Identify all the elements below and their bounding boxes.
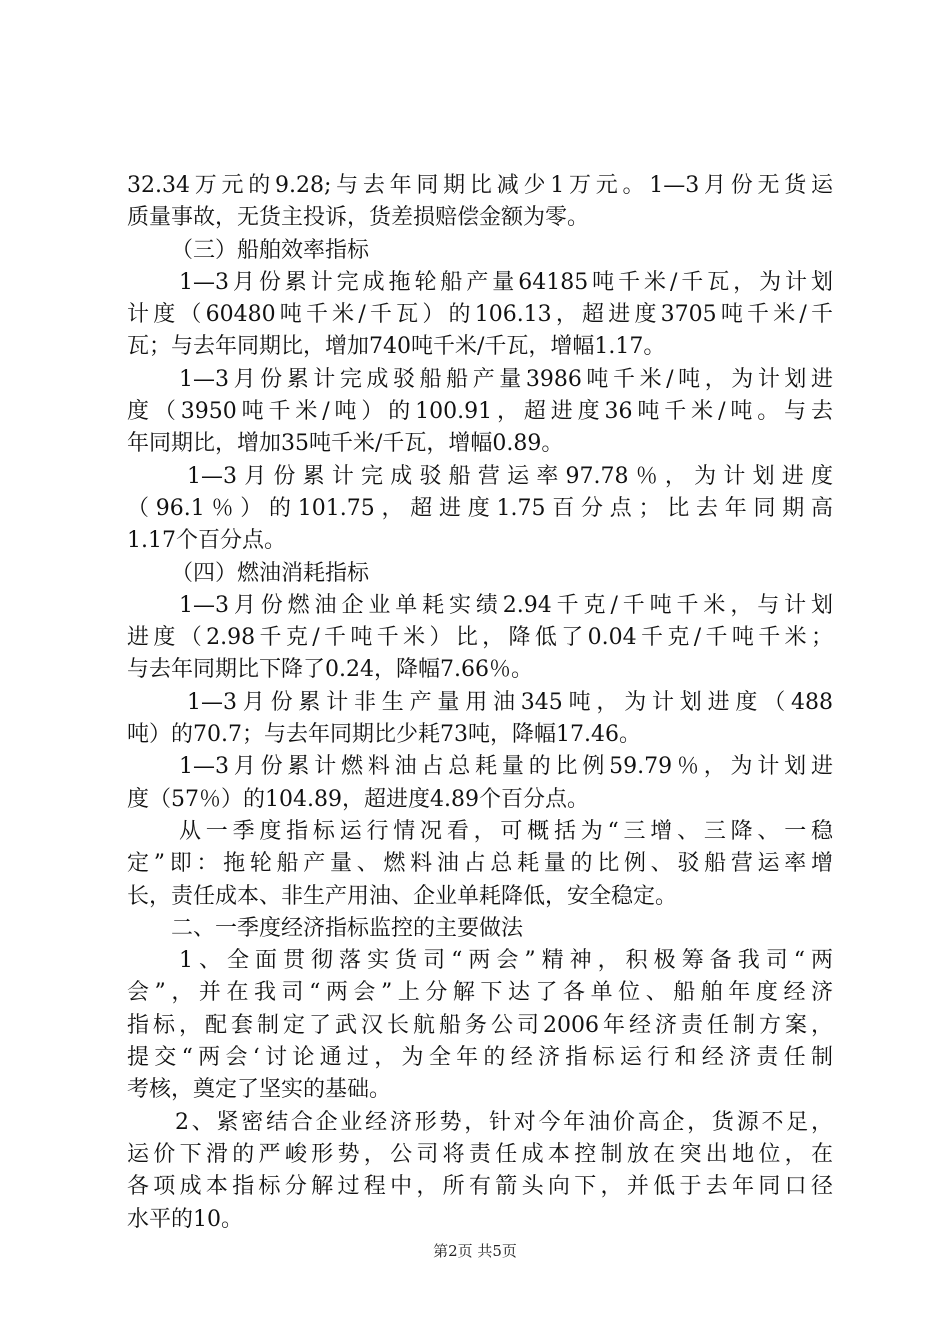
text-line: 考核，奠定了坚实的基础。: [127, 1077, 392, 1103]
text-line: 质量事故，无货主投诉，货差损赔偿金额为零。: [127, 205, 590, 231]
text-line: 长，责任成本、非生产用油、企业单耗降低，安全稳定。: [127, 883, 678, 909]
text-line: 1.17个百分点。: [127, 528, 286, 554]
text-line: 与去年同期比下降了0.24，降幅7.66％。: [127, 657, 533, 683]
text-line: 各项成本指标分解过程中，所有箭头向下，并低于去年同口径: [127, 1174, 833, 1200]
text-line: 1—3月份累计完成拖轮船产量64185吨千米/千瓦，为计划: [179, 269, 833, 295]
text-line: 度（57％）的104.89，超进度4.89个百分点。: [127, 786, 589, 812]
text-line: 瓦；与去年同期比，增加740吨千米/千瓦，增幅1.17。: [127, 334, 666, 360]
text-line: 吨）的70.7；与去年同期比少耗73吨，降幅17.46。: [127, 722, 641, 748]
text-line: （三）船舶效率指标: [171, 237, 370, 263]
text-line: 指标，配套制定了武汉长航船务公司2006年经济责任制方案，: [127, 1012, 833, 1038]
text-line: 1—3月份累计非生产量用油345吨，为计划进度（488: [187, 689, 833, 715]
text-line: （四）燃油消耗指标: [171, 560, 370, 586]
text-line: 度（3950吨千米/吨）的100.91，超进度36吨千米/吨。与去: [127, 399, 833, 425]
text-line: 定”即：拖轮船产量、燃料油占总耗量的比例、驳船营运率增: [127, 851, 833, 877]
text-line: 提交“两会‘讨论通过，为全年的经济指标运行和经济责任制: [127, 1045, 833, 1071]
text-line: 2、紧密结合企业经济形势，针对今年油价高企，货源不足，: [175, 1109, 833, 1135]
text-line: 计度（60480吨千米/千瓦）的106.13，超进度3705吨千米/千: [127, 302, 833, 328]
document-body: [127, 170, 833, 1236]
text-line: 运价下滑的严峻形势，公司将责任成本控制放在突出地位，在: [127, 1141, 833, 1167]
page-footer: 第2页 共5页: [433, 1242, 517, 1260]
text-line: 会”，并在我司“两会”上分解下达了各单位、船舶年度经济: [127, 980, 833, 1006]
text-line: 1—3月份燃油企业单耗实绩2.94千克/千吨千米，与计划: [179, 592, 833, 618]
text-line: 32.34万元的9.28;与去年同期比减少1万元。1—3月份无货运: [127, 173, 833, 198]
text-line: 进度（2.98千克/千吨千米）比，降低了0.04千克/千吨千米；: [127, 625, 833, 651]
text-line: 二、一季度经济指标监控的主要做法: [171, 915, 524, 941]
text-line: 1—3月份累计燃料油占总耗量的比例59.79％，为计划进: [179, 754, 833, 780]
text-line: 年同期比，增加35吨千米/千瓦，增幅0.89。: [127, 431, 564, 457]
text-line: 水平的10。: [127, 1206, 243, 1232]
text-line: 从一季度指标运行情况看，可概括为“三增、三降、一稳: [179, 818, 833, 844]
text-line: 1—3月份累计完成驳船船产量3986吨千米/吨，为计划进: [179, 366, 833, 392]
text-line: 1、全面贯彻落实货司“两会”精神，积极筹备我司“两: [179, 948, 833, 974]
text-line: （96.1％）的101.75，超进度1.75百分点；比去年同期高: [127, 495, 833, 521]
text-line: 1—3月份累计完成驳船营运率97.78％，为计划进度: [187, 463, 833, 489]
